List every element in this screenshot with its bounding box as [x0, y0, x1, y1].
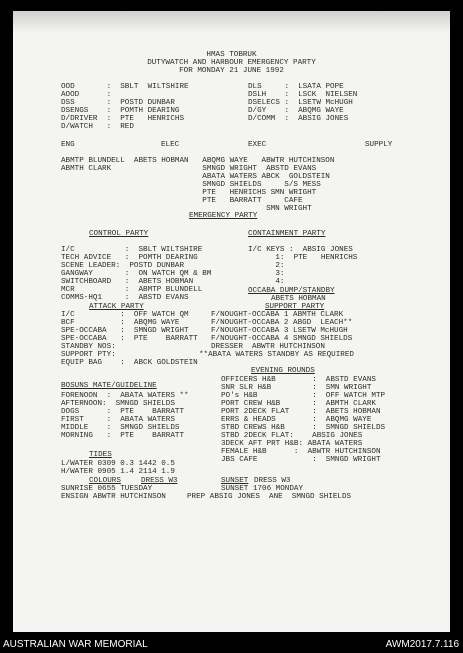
duty-row: D/COMM : ABSIG JONES	[248, 115, 349, 123]
document-page	[13, 11, 450, 632]
duty-row: DSENGS : POMTH DEARING	[61, 107, 180, 115]
dept-supply: SUPPLY	[365, 141, 393, 149]
evening-row: SNR SLR H&B : SMN WRIGHT	[221, 384, 372, 392]
control-row: SWITCHBOARD : ABETS HOBMAN	[61, 278, 194, 286]
support-row: DRESSER ABWTR HUTCHINSON	[211, 343, 325, 351]
evening-row: FEMALE H&B : ABWTR HUTCHINSON	[221, 448, 381, 456]
support-row: F/NOUGHT-OCCABA 2 ABGD LEACH**	[211, 319, 353, 327]
attack-row: EQUIP BAG : ABCK GOLDSTEIN	[61, 359, 198, 367]
control-row: TECH ADVICE : POMTH DEARING	[61, 254, 198, 262]
evening-row: OFFICERS H&B : ABSTD EVANS	[221, 376, 376, 384]
attack-row: STANDBY NOS:	[61, 343, 116, 351]
dept-exec: EXEC	[248, 141, 267, 149]
header-ship: HMAS TOBRUK	[206, 51, 257, 59]
attack-row: SPE-OCCABA : SMNGD WRIGHT	[61, 327, 189, 335]
tides-title: TIDES	[89, 451, 112, 459]
duty-row: AOOD :	[61, 91, 112, 99]
control-row: I/C : SBLT WILTSHIRE	[61, 246, 203, 254]
sunrise-time: SUNRISE 0655 TUESDAY	[61, 485, 153, 493]
colours-title: COLOURS	[89, 477, 121, 485]
control-row: GANGWAY : ON WATCH QM & BM	[61, 270, 212, 278]
colours-dress: DRESS W3	[141, 477, 178, 485]
duty-row: D/GY : ABQMG WAYE	[248, 107, 344, 115]
containment-row: I/C KEYS : ABSIG JONES	[248, 246, 353, 254]
ensign: ENSIGN ABWTR HUTCHINSON	[61, 493, 166, 501]
evening-row: JBS CAFE : SMNGD WRIGHT	[221, 456, 381, 464]
dept-row: PTE HENRICHS SMN WRIGHT	[61, 189, 317, 197]
duty-row: D/DRIVER : PTE HENRICHS	[61, 115, 185, 123]
attack-title: ATTACK PARTY	[89, 303, 144, 311]
evening-row: PO's H&B : OFF WATCH MTP	[221, 392, 386, 400]
duty-row: DSELECS : LSETW McHUGH	[248, 99, 353, 107]
evening-row: PORT CREW H&B : ABMTH CLARK	[221, 400, 376, 408]
bosuns-row: MIDDLE : SMNGD SHIELDS	[61, 424, 180, 432]
emergency-title: EMERGENCY PARTY	[189, 212, 258, 220]
evening-row: STBD 2DECK FLAT: ABSIG JONES	[221, 432, 363, 440]
footer-source: AUSTRALIAN WAR MEMORIAL	[3, 639, 148, 650]
support-title: SUPPORT PARTY	[265, 303, 325, 311]
header-date: FOR MONDAY 21 JUNE 1992	[179, 67, 284, 75]
sunset-title: SUNSET	[221, 477, 249, 485]
duty-row: OOD : SBLT WILTSHIRE	[61, 83, 189, 91]
dept-row: ABATA WATERS ABCK GOLDSTEIN	[61, 173, 330, 181]
footer-bar	[0, 636, 463, 653]
support-row: F/NOUGHT-OCCABA 4 SMNGD SHIELDS	[211, 335, 353, 343]
dept-row: SMNGD SHIELDS S/S MESS	[61, 181, 321, 189]
containment-row: 4:	[248, 278, 285, 286]
evening-row: 3DECK AFT PRT H&B: ABATA WATERS	[221, 440, 363, 448]
sunset-time: SUNSET 1706 MONDAY	[221, 485, 304, 493]
dept-row: PTE BARRATT CAFE	[61, 197, 303, 205]
sunset-dress: DRESS W3	[254, 477, 291, 485]
evening-row: PORT 2DECK FLAT : ABETS HOBMAN	[221, 408, 381, 416]
control-title: CONTROL PARTY	[89, 230, 149, 238]
prep: PREP ABSIG JONES ANE SMNGD SHIELDS	[187, 493, 352, 501]
containment-row: 2:	[248, 262, 285, 270]
tide-row: H/WATER 0905 1.4 2114 1.9	[61, 468, 175, 476]
bosuns-row: FORENOON : ABATA WATERS **	[61, 392, 189, 400]
control-row: COMMS-HQ1 : ABSTD EVANS	[61, 294, 189, 302]
control-row: MCR : ABMTP BLUNDELL	[61, 286, 203, 294]
dept-elec: ELEC	[161, 141, 180, 149]
support-row: F/NOUGHT-OCCABA 3 LSETW McHUGH	[211, 327, 348, 335]
containment-row: 1: PTE HENRICHS	[248, 254, 358, 262]
evening-title: EVENING ROUNDS	[251, 367, 315, 375]
footer-accession: AWM2017.7.116	[385, 639, 459, 650]
scan-shadow	[13, 11, 450, 33]
duty-row: DSLH : LSCK NIELSEN	[248, 91, 358, 99]
attack-row: SUPPORT PTY:	[61, 351, 116, 359]
duty-row: D/WATCH : RED	[61, 123, 134, 131]
containment-row: 3:	[248, 270, 285, 278]
evening-row: STBD CREWS H&B : SMNGD SHIELDS	[221, 424, 386, 432]
bosuns-title: BOSUNS MATE/GUIDELINE	[61, 382, 157, 390]
dept-eng: ENG	[61, 141, 75, 149]
attack-row: BCF : ABQMG WAYE	[61, 319, 180, 327]
attack-row: I/C : OFF WATCH QM	[61, 311, 189, 319]
occaba-title: OCCABA DUMP/STANDBY	[248, 287, 335, 295]
duty-row: DLS : LSATA POPE	[248, 83, 344, 91]
support-row: **ABATA WATERS STANDBY AS REQUIRED	[199, 351, 354, 359]
dept-row: ABMTH CLARK SMNGD WRIGHT ABSTD EVANS	[61, 165, 317, 173]
dept-row: ABMTP BLUNDELL ABETS HOBMAN ABQMG WAYE ABWTR HUTCHINSON	[61, 157, 335, 165]
bosuns-row: AFTERNOON: SMNGD SHIELDS	[61, 400, 175, 408]
control-row: SCENE LEADER: POSTD DUNBAR	[61, 262, 185, 270]
bosuns-row: MORNING : PTE BARRATT	[61, 432, 185, 440]
duty-row: DSS : POSTD DUNBAR	[61, 99, 175, 107]
occaba-name: ABETS HOBMAN	[271, 295, 326, 303]
attack-row: SPE-OCCABA : PTE BARRATT	[61, 335, 198, 343]
header-title: DUTYWATCH AND HARBOUR EMERGENCY PARTY	[147, 59, 316, 67]
evening-row: ERRS & HEADS : ABQMG WAYE	[221, 416, 372, 424]
support-row: F/NOUGHT-OCCABA 1 ABMTH CLARK	[211, 311, 344, 319]
containment-title: CONTAINMENT PARTY	[248, 230, 326, 238]
dept-row: SMN WRIGHT	[61, 205, 312, 213]
tide-row: L/WATER 0309 0.3 1442 0.5	[61, 460, 175, 468]
bosuns-row: DOGS : PTE BARRATT	[61, 408, 185, 416]
bosuns-row: FIRST : ABATA WATERS	[61, 416, 175, 424]
